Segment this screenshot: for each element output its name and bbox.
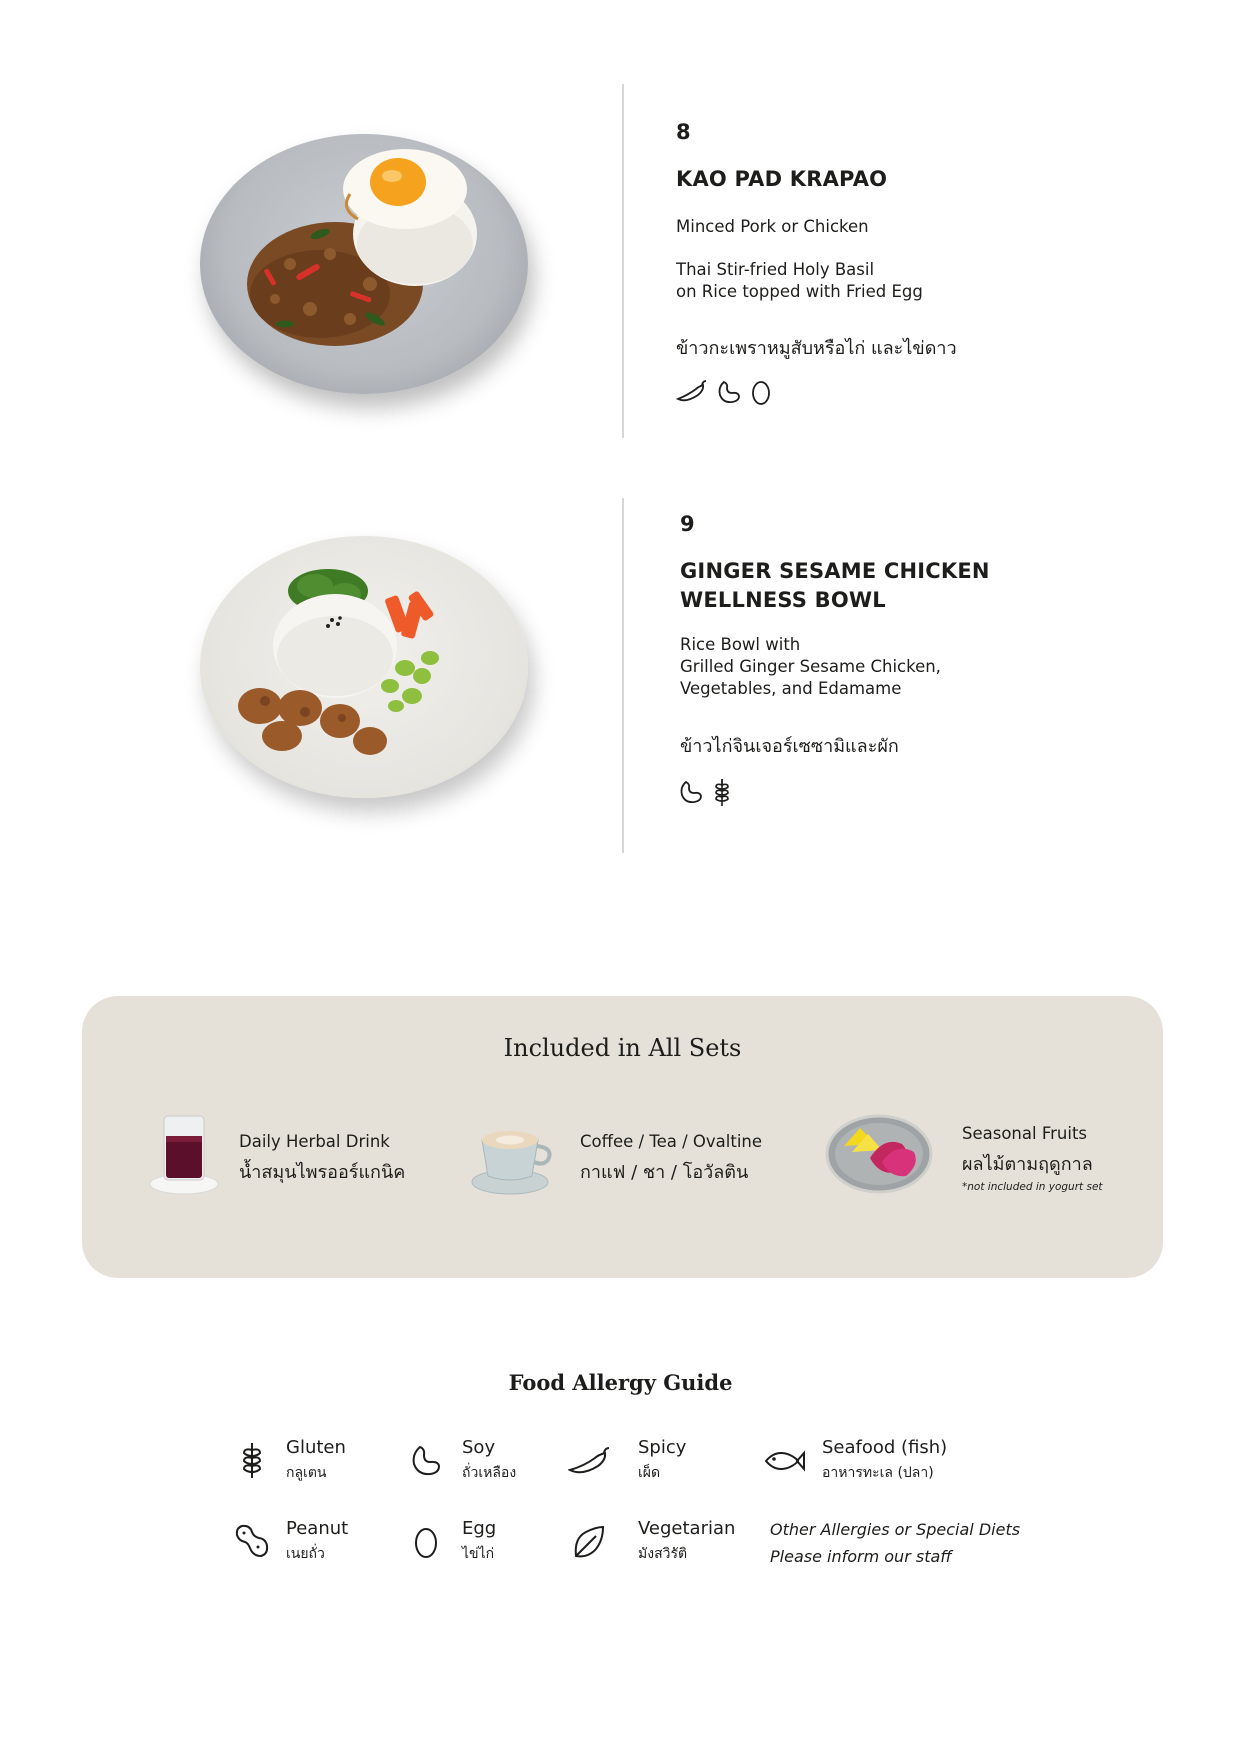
- special-diets-note: [770, 1516, 1020, 1570]
- column-divider: [622, 84, 624, 438]
- dish-option: Minced Pork or Chicken: [676, 217, 869, 236]
- included-item-label: Seasonal Fruits: [962, 1124, 1088, 1143]
- included-in-all-sets-panel: [82, 996, 1163, 1278]
- allergy-guide-title: Food Allergy Guide: [508, 1370, 733, 1395]
- included-item-thai: กาแฟ / ชา / โอวัลติน: [580, 1162, 749, 1183]
- dish-name: [680, 557, 990, 615]
- gluten-icon: [240, 1440, 264, 1485]
- description-line: Thai Stir-fried Holy Basil: [676, 260, 875, 279]
- included-item: [239, 1132, 405, 1186]
- coffee-cup-image: [470, 1118, 558, 1200]
- allergy-item-seafood: [822, 1437, 947, 1484]
- allergy-item-peanut: [286, 1518, 348, 1565]
- description-line: Grilled Ginger Sesame Chicken,: [680, 657, 941, 676]
- dish-name-line: WELLNESS BOWL: [680, 588, 886, 612]
- fish-icon: [764, 1447, 806, 1480]
- panel-title: Included in All Sets: [503, 1034, 742, 1062]
- allergy-item-vegetarian: [638, 1518, 735, 1565]
- allergy-item-spicy: [638, 1437, 686, 1484]
- soy-icon: [410, 1444, 442, 1483]
- seasonal-fruits-image: [824, 1106, 934, 1194]
- allergy-name: Soy: [462, 1437, 496, 1458]
- allergy-thai: เนยถั่ว: [286, 1546, 325, 1562]
- allergy-thai: กลูเตน: [286, 1465, 327, 1481]
- allergy-item-soy: [462, 1437, 516, 1484]
- allergy-thai: มังสวิรัติ: [638, 1546, 688, 1562]
- allergy-name: Spicy: [638, 1437, 687, 1458]
- dish-thai-name: ข้าวกะเพราหมูสับหรือไก่ และไข่ดาว: [676, 338, 957, 359]
- allergy-thai: ไข่ไก่: [462, 1546, 495, 1562]
- dish-number: 9: [680, 512, 695, 536]
- allergy-name: Peanut: [286, 1518, 349, 1539]
- allergy-item-gluten: [286, 1437, 346, 1484]
- allergy-name: Seafood (fish): [822, 1437, 948, 1458]
- dish-name: [676, 165, 887, 194]
- included-item: [580, 1132, 762, 1186]
- column-divider: [622, 498, 624, 853]
- note-line: Please inform our staff: [770, 1547, 952, 1566]
- allergy-thai: อาหารทะเล (ปลา): [822, 1465, 934, 1481]
- allergy-thai: ถั่วเหลือง: [462, 1465, 517, 1481]
- allergy-name: Gluten: [286, 1437, 346, 1458]
- dish-name-line: GINGER SESAME CHICKEN: [680, 559, 990, 583]
- description-line: Vegetables, and Edamame: [680, 679, 902, 698]
- allergen-icons: [678, 777, 732, 807]
- included-item-label: Daily Herbal Drink: [239, 1132, 390, 1151]
- spicy-icon: [676, 379, 708, 405]
- ginger-sesame-bowl-photo: [200, 536, 528, 798]
- leaf-icon: [572, 1524, 606, 1565]
- description-line: Rice Bowl with: [680, 635, 801, 654]
- dish-description: [676, 259, 923, 303]
- gluten-icon: [712, 777, 732, 807]
- kao-pad-krapao-photo: [200, 134, 528, 394]
- included-item-thai: น้ำสมุนไพรออร์แกนิค: [239, 1162, 406, 1183]
- egg-icon: [750, 378, 772, 406]
- description-line: on Rice topped with Fried Egg: [676, 282, 923, 301]
- allergy-item-egg: [462, 1518, 496, 1565]
- dish-name-line: KAO PAD KRAPAO: [676, 167, 888, 191]
- included-item-note: *not included in yogurt set: [962, 1181, 1103, 1193]
- included-item-thai: ผลไม้ตามฤดูกาล: [962, 1154, 1093, 1175]
- soy-icon: [678, 779, 704, 805]
- peanut-icon: [234, 1522, 270, 1565]
- allergy-name: Egg: [462, 1518, 497, 1539]
- allergen-icons: [676, 378, 772, 406]
- included-item-label: Coffee / Tea / Ovaltine: [580, 1132, 763, 1151]
- dish-number: 8: [676, 120, 691, 144]
- soy-icon: [716, 379, 742, 405]
- egg-icon: [413, 1524, 439, 1565]
- spicy-icon: [568, 1446, 612, 1483]
- included-item: [962, 1124, 1103, 1193]
- dish-description: [680, 634, 941, 700]
- dish-thai-name: ข้าวไก่จินเจอร์เซซามิและผัก: [680, 736, 899, 757]
- herbal-drink-image: [144, 1110, 224, 1200]
- allergy-thai: เผ็ด: [638, 1465, 661, 1481]
- note-line: Other Allergies or Special Diets: [770, 1520, 1021, 1539]
- allergy-name: Vegetarian: [638, 1518, 736, 1539]
